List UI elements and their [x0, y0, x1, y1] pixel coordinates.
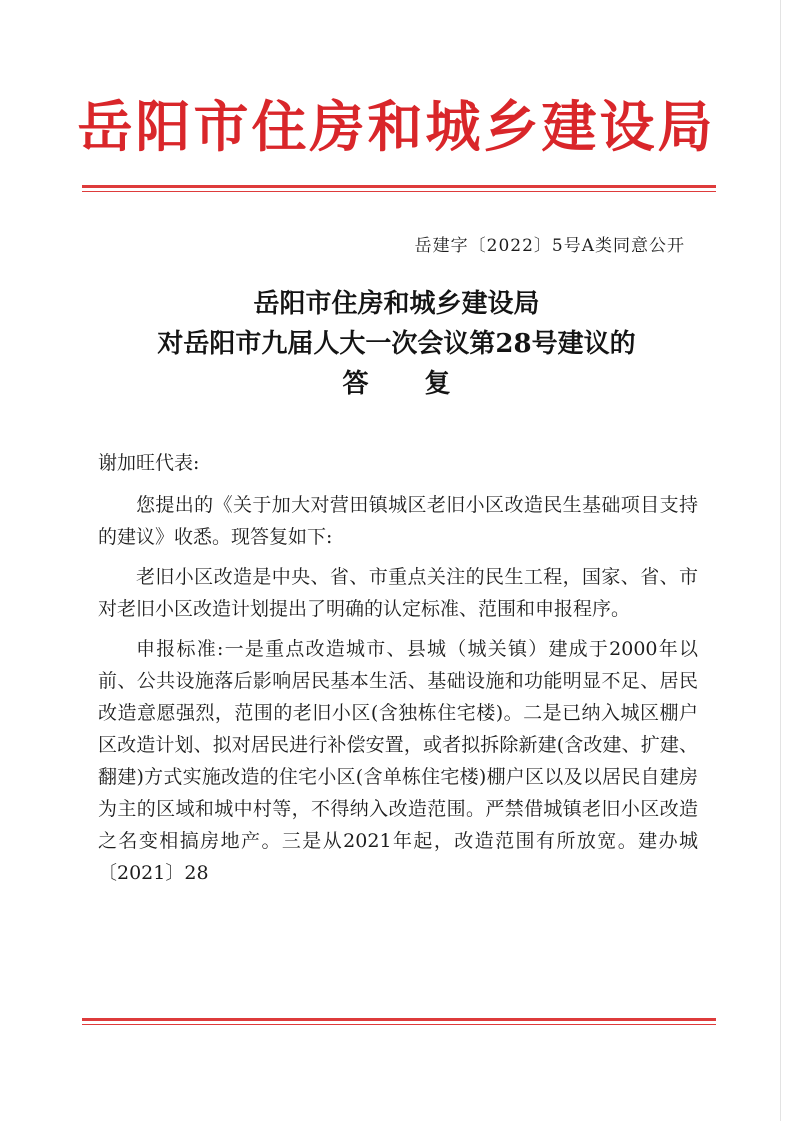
- body-paragraph-1: 您提出的《关于加大对营田镇城区老旧小区改造民生基础项目支持的建议》收悉。现答复如下:: [98, 494, 698, 548]
- salutation: 谢加旺代表:: [98, 452, 200, 474]
- agency-header: 岳阳市住房和城乡建设局: [77, 95, 716, 159]
- document-body: [98, 447, 698, 897]
- footer-red-rule-thin: [82, 1024, 716, 1025]
- title-line-2: 对岳阳市九届人大一次会议第28号建议的: [157, 329, 636, 359]
- footer-red-rule-thick: [82, 1018, 716, 1021]
- title-line-1: 岳阳市住房和城乡建设局: [253, 289, 540, 319]
- scan-edge-line: [780, 0, 781, 1121]
- body-paragraph-2: 老旧小区改造是中央、省、市重点关注的民生工程，国家、省、市对老旧小区改造计划提出了明确的认定标准、范围和申报程序。: [98, 566, 698, 620]
- header-red-rule-thick: [82, 185, 716, 188]
- document-number: 岳建字〔2022〕5号A类同意公开: [414, 236, 685, 256]
- header-red-rule-thin: [82, 191, 716, 192]
- title-line-3: 答复: [342, 369, 507, 399]
- body-paragraph-3: 申报标准:一是重点改造城市、县城（城关镇）建成于2000年以前、公共设施落后影响居民基本生活、基础设施和功能明显不足、居民改造意愿强烈，范围的老旧小区(含独栋住宅楼)。二是已纳入城区棚户区改造计划、拟对居民进行补偿安置，或者拟拆除新建(含改建、扩建、翻建)方式实施改造的住宅小区(含单栋住宅楼)棚户区以及以居民自建房为主的区域和城中村等，不得纳入改造范围。严禁借城镇老旧小区改造之名变相搞房地产。三是从2021年起，改造范围有所放宽。建办城〔2021〕28: [98, 638, 698, 884]
- document-title: [0, 284, 793, 404]
